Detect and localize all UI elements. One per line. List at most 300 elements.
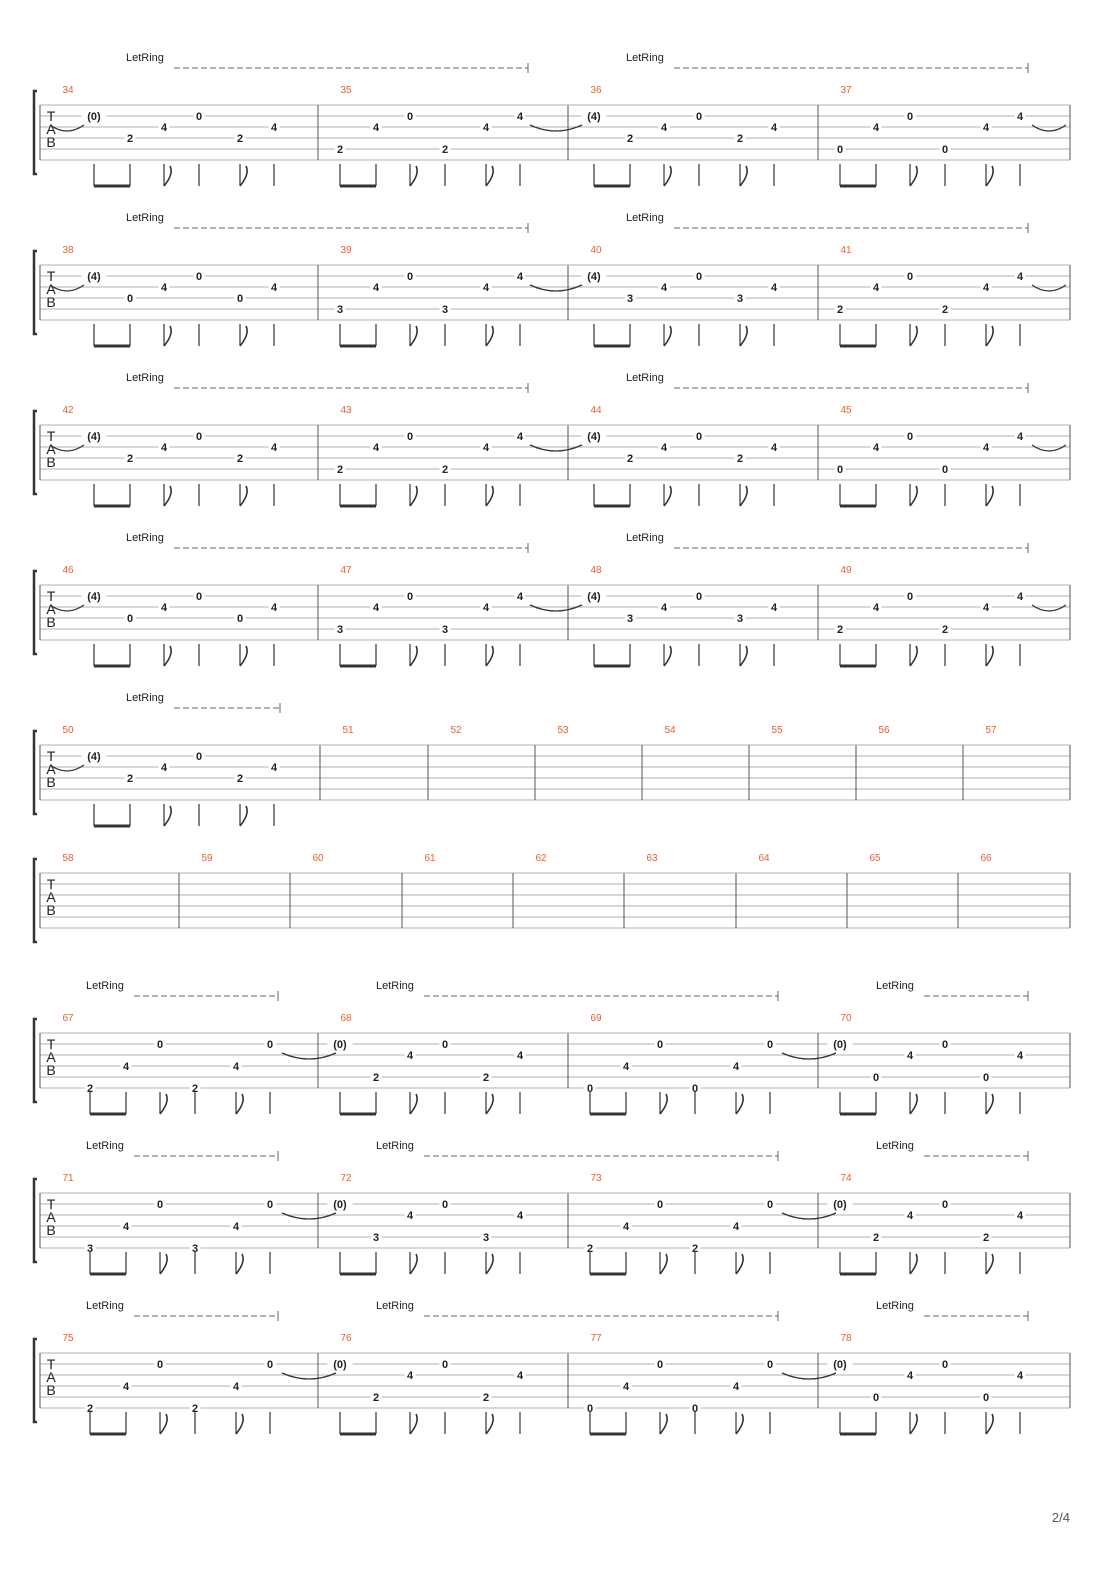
note-flag [160,1414,167,1434]
let-ring-label: LetRing [876,1140,914,1152]
fret-number: 4 [906,1210,914,1222]
system-bracket [34,859,37,942]
fret-number: 0 [266,1359,274,1371]
fret-number: (0) [87,111,101,123]
measure-number: 55 [771,725,783,736]
fret-number: 0 [695,111,703,123]
note-flag [910,646,917,666]
fret-number: 0 [126,613,134,625]
let-ring-label: LetRing [626,212,664,224]
note-flag [986,486,993,506]
note-flag [486,646,493,666]
fret-number: 4 [660,122,668,134]
tab-clef-letter: A [46,1049,56,1065]
fret-number: 4 [982,442,990,454]
measure-number: 62 [535,853,547,864]
note-flag [486,1094,493,1114]
fret-number: 4 [1016,431,1024,443]
fret-number: 4 [732,1061,740,1073]
fret-number: 4 [516,591,524,603]
fret-number: 4 [872,602,880,614]
fret-number: 0 [656,1199,664,1211]
fret-number: 4 [270,442,278,454]
tab-clef-letter: A [46,281,56,297]
measure-number: 34 [62,85,74,96]
fret-number: 2 [626,133,634,145]
note-flag [910,166,917,186]
fret-number: 4 [516,1370,524,1382]
note-flag [240,646,247,666]
let-ring-label: LetRing [86,1300,124,1312]
let-ring-label: LetRing [376,980,414,992]
fret-number: 0 [195,751,203,763]
fret-number: 4 [160,602,168,614]
note-flag [240,806,247,826]
note-flag [660,1094,667,1114]
measure-number: 41 [840,245,852,256]
tab-clef-letter: B [46,1382,56,1398]
note-flag [486,1414,493,1434]
fret-number: 2 [236,773,244,785]
measure-number: 50 [62,725,74,736]
note-flag [736,1254,743,1274]
fret-number: 0 [941,1359,949,1371]
fret-number: 3 [336,304,344,316]
let-ring-label: LetRing [86,1140,124,1152]
fret-number: 0 [406,111,414,123]
measure-number: 59 [201,853,213,864]
tie-arc [530,285,582,291]
fret-number: 4 [770,122,778,134]
fret-number: 0 [406,271,414,283]
let-ring-label: LetRing [376,1140,414,1152]
note-flag [164,646,171,666]
fret-number: 4 [270,602,278,614]
note-flag [986,646,993,666]
fret-number: 4 [732,1381,740,1393]
fret-number: 4 [1016,1050,1024,1062]
measure-number: 42 [62,405,74,416]
measure-number: 35 [340,85,352,96]
fret-number: 0 [695,271,703,283]
note-flag [160,1254,167,1274]
measure-number: 51 [342,725,354,736]
fret-number: 0 [872,1072,880,1084]
fret-number: 4 [232,1221,240,1233]
fret-number: 2 [441,464,449,476]
fret-number: 2 [86,1403,94,1415]
measure-number: 36 [590,85,602,96]
note-flag [910,1414,917,1434]
note-flag [660,1254,667,1274]
measure-number: 49 [840,565,852,576]
fret-number: 4 [516,111,524,123]
tab-clef-letter: B [46,1222,56,1238]
fret-number: 2 [372,1392,380,1404]
fret-number: 4 [770,442,778,454]
fret-number: 3 [372,1232,380,1244]
fret-number: (4) [87,751,101,763]
measure-number: 78 [840,1333,852,1344]
system-bracket [34,411,37,494]
fret-number: 3 [482,1232,490,1244]
tab-clef-letter: B [46,294,56,310]
fret-number: (4) [87,431,101,443]
fret-number: 0 [656,1359,664,1371]
tab-clef-letter: A [46,889,56,905]
note-flag [410,1094,417,1114]
fret-number: (4) [87,271,101,283]
system-bracket [34,1019,37,1102]
fret-number: 4 [1016,111,1024,123]
note-flag [410,646,417,666]
system-bracket [34,571,37,654]
fret-number: 3 [441,624,449,636]
fret-number: 2 [191,1083,199,1095]
fret-number: 4 [982,602,990,614]
note-flag [664,646,671,666]
fret-number: 4 [872,282,880,294]
tie-arc [282,1373,336,1379]
note-flag [160,1094,167,1114]
note-flag [910,486,917,506]
fret-number: 2 [441,144,449,156]
fret-number: 0 [941,144,949,156]
fret-number: 0 [941,464,949,476]
tab-clef-letter: B [46,774,56,790]
note-flag [664,486,671,506]
measure-number: 64 [758,853,770,864]
fret-number: 2 [836,304,844,316]
fret-number: 4 [232,1381,240,1393]
tie-arc [1032,285,1066,291]
let-ring-label: LetRing [626,532,664,544]
fret-number: 0 [906,591,914,603]
fret-number: 4 [122,1221,130,1233]
fret-number: 4 [160,442,168,454]
tab-clef-letter: T [46,268,56,284]
let-ring-label: LetRing [126,692,164,704]
fret-number: 4 [660,442,668,454]
tab-clef-letter: T [46,1196,56,1212]
note-flag [660,1414,667,1434]
note-flag [664,326,671,346]
fret-number: (0) [333,1199,347,1211]
fret-number: 4 [406,1210,414,1222]
system-bracket [34,91,37,174]
fret-number: 3 [86,1243,94,1255]
measure-number: 75 [62,1333,74,1344]
measure-number: 70 [840,1013,852,1024]
fret-number: 2 [191,1403,199,1415]
page-number: 2/4 [1051,1510,1070,1525]
fret-number: 0 [836,464,844,476]
fret-number: 2 [941,304,949,316]
measure-number: 57 [985,725,997,736]
tab-clef-letter: B [46,614,56,630]
note-flag [240,326,247,346]
fret-number: 4 [232,1061,240,1073]
fret-number: 0 [836,144,844,156]
tie-arc [282,1053,336,1059]
fret-number: 3 [736,613,744,625]
note-flag [410,1414,417,1434]
measure-number: 74 [840,1173,852,1184]
fret-number: 2 [586,1243,594,1255]
fret-number: 0 [406,591,414,603]
fret-number: 0 [441,1039,449,1051]
fret-number: 0 [195,431,203,443]
fret-number: 2 [872,1232,880,1244]
fret-number: 0 [941,1039,949,1051]
fret-number: 4 [1016,271,1024,283]
measure-number: 72 [340,1173,352,1184]
fret-number: 2 [336,144,344,156]
fret-number: 4 [516,1050,524,1062]
fret-number: 4 [270,122,278,134]
fret-number: 3 [736,293,744,305]
fret-number: 4 [1016,1370,1024,1382]
fret-number: 4 [372,122,380,134]
fret-number: 4 [482,602,490,614]
fret-number: 0 [236,293,244,305]
fret-number: 4 [372,442,380,454]
fret-number: (0) [833,1359,847,1371]
fret-number: 0 [266,1039,274,1051]
fret-number: 4 [160,122,168,134]
note-flag [410,486,417,506]
fret-number: 4 [160,282,168,294]
fret-number: 3 [441,304,449,316]
tab-clef-letter: B [46,454,56,470]
measure-number: 53 [557,725,569,736]
fret-number: (0) [333,1359,347,1371]
let-ring-label: LetRing [876,1300,914,1312]
fret-number: 4 [770,602,778,614]
fret-number: 4 [270,282,278,294]
note-flag [410,326,417,346]
fret-number: 0 [941,1199,949,1211]
fret-number: (4) [87,591,101,603]
measure-number: 63 [646,853,658,864]
measure-number: 73 [590,1173,602,1184]
measure-number: 60 [312,853,324,864]
tie-arc [782,1373,836,1379]
fret-number: 2 [126,773,134,785]
note-flag [740,646,747,666]
fret-number: 0 [906,431,914,443]
fret-number: (4) [587,271,601,283]
note-flag [986,1414,993,1434]
note-flag [410,166,417,186]
measure-number: 65 [869,853,881,864]
fret-number: (4) [587,591,601,603]
note-flag [664,166,671,186]
note-flag [740,326,747,346]
measure-number: 67 [62,1013,74,1024]
tab-clef-letter: B [46,134,56,150]
fret-number: 4 [482,122,490,134]
fret-number: 2 [941,624,949,636]
let-ring-label: LetRing [126,532,164,544]
tie-arc [782,1053,836,1059]
measure-number: 40 [590,245,602,256]
fret-number: 0 [266,1199,274,1211]
fret-number: 4 [622,1061,630,1073]
fret-number: 4 [660,282,668,294]
note-flag [236,1094,243,1114]
tie-arc [782,1213,836,1219]
fret-number: 4 [660,602,668,614]
fret-number: 0 [691,1403,699,1415]
measure-number: 52 [450,725,462,736]
fret-number: 0 [656,1039,664,1051]
fret-number: 3 [626,293,634,305]
fret-number: 4 [122,1061,130,1073]
measure-number: 43 [340,405,352,416]
fret-number: 2 [372,1072,380,1084]
measure-number: 44 [590,405,602,416]
note-flag [736,1094,743,1114]
note-flag [986,1254,993,1274]
fret-number: 0 [406,431,414,443]
fret-number: 2 [836,624,844,636]
tab-clef-letter: A [46,1369,56,1385]
note-flag [486,166,493,186]
tab-clef-letter: A [46,1209,56,1225]
fret-number: 0 [586,1403,594,1415]
tab-clef-letter: T [46,428,56,444]
fret-number: 0 [766,1039,774,1051]
let-ring-label: LetRing [876,980,914,992]
fret-number: 0 [156,1359,164,1371]
fret-number: 0 [195,591,203,603]
measure-number: 46 [62,565,74,576]
note-flag [486,1254,493,1274]
measure-number: 56 [878,725,890,736]
fret-number: 2 [626,453,634,465]
fret-number: 4 [732,1221,740,1233]
note-flag [486,486,493,506]
fret-number: 0 [906,271,914,283]
fret-number: 2 [236,133,244,145]
fret-number: 0 [156,1199,164,1211]
fret-number: 2 [736,453,744,465]
let-ring-label: LetRing [626,372,664,384]
tie-arc [530,445,582,451]
tie-arc [530,125,582,131]
system-bracket [34,251,37,334]
fret-number: 4 [872,122,880,134]
fret-number: (4) [587,111,601,123]
fret-number: 4 [516,431,524,443]
fret-number: 0 [766,1359,774,1371]
fret-number: 0 [126,293,134,305]
tie-arc [1032,605,1066,611]
measure-number: 37 [840,85,852,96]
fret-number: (4) [587,431,601,443]
tab-clef-letter: A [46,601,56,617]
fret-number: 4 [482,282,490,294]
measure-number: 77 [590,1333,602,1344]
fret-number: 2 [482,1392,490,1404]
measure-number: 71 [62,1173,74,1184]
tab-clef-letter: A [46,761,56,777]
system-bracket [34,731,37,814]
fret-number: 2 [336,464,344,476]
fret-number: 2 [126,133,134,145]
note-flag [164,486,171,506]
fret-number: 2 [736,133,744,145]
let-ring-label: LetRing [626,52,664,64]
fret-number: 4 [406,1050,414,1062]
fret-number: 2 [691,1243,699,1255]
fret-number: 3 [626,613,634,625]
fret-number: 4 [516,271,524,283]
fret-number: 4 [516,1210,524,1222]
fret-number: 0 [236,613,244,625]
fret-number: 0 [156,1039,164,1051]
note-flag [410,1254,417,1274]
note-flag [486,326,493,346]
tab-clef-letter: T [46,876,56,892]
fret-number: (0) [833,1039,847,1051]
fret-number: 4 [406,1370,414,1382]
note-flag [740,166,747,186]
system-bracket [34,1339,37,1422]
measure-number: 61 [424,853,436,864]
fret-number: 4 [482,442,490,454]
fret-number: 0 [195,111,203,123]
tab-clef-letter: B [46,902,56,918]
fret-number: 2 [482,1072,490,1084]
tie-arc [1032,125,1066,131]
note-flag [910,1254,917,1274]
fret-number: 2 [86,1083,94,1095]
measure-number: 54 [664,725,676,736]
fret-number: 3 [336,624,344,636]
tie-arc [530,605,582,611]
tab-clef-letter: A [46,441,56,457]
fret-number: 4 [372,602,380,614]
fret-number: 0 [982,1072,990,1084]
measure-number: 47 [340,565,352,576]
fret-number: 2 [982,1232,990,1244]
note-flag [986,1094,993,1114]
measure-number: 69 [590,1013,602,1024]
measure-number: 68 [340,1013,352,1024]
fret-number: 0 [695,591,703,603]
tab-clef-letter: B [46,1062,56,1078]
fret-number: 4 [1016,1210,1024,1222]
tie-arc [282,1213,336,1219]
fret-number: 4 [270,762,278,774]
note-flag [736,1414,743,1434]
let-ring-label: LetRing [376,1300,414,1312]
fret-number: (0) [333,1039,347,1051]
note-flag [986,326,993,346]
note-flag [236,1414,243,1434]
tab-clef-letter: T [46,108,56,124]
measure-number: 76 [340,1333,352,1344]
measure-number: 58 [62,853,74,864]
measure-number: 45 [840,405,852,416]
fret-number: 0 [441,1199,449,1211]
fret-number: 4 [982,282,990,294]
fret-number: 4 [872,442,880,454]
fret-number: 4 [906,1050,914,1062]
fret-number: 4 [372,282,380,294]
